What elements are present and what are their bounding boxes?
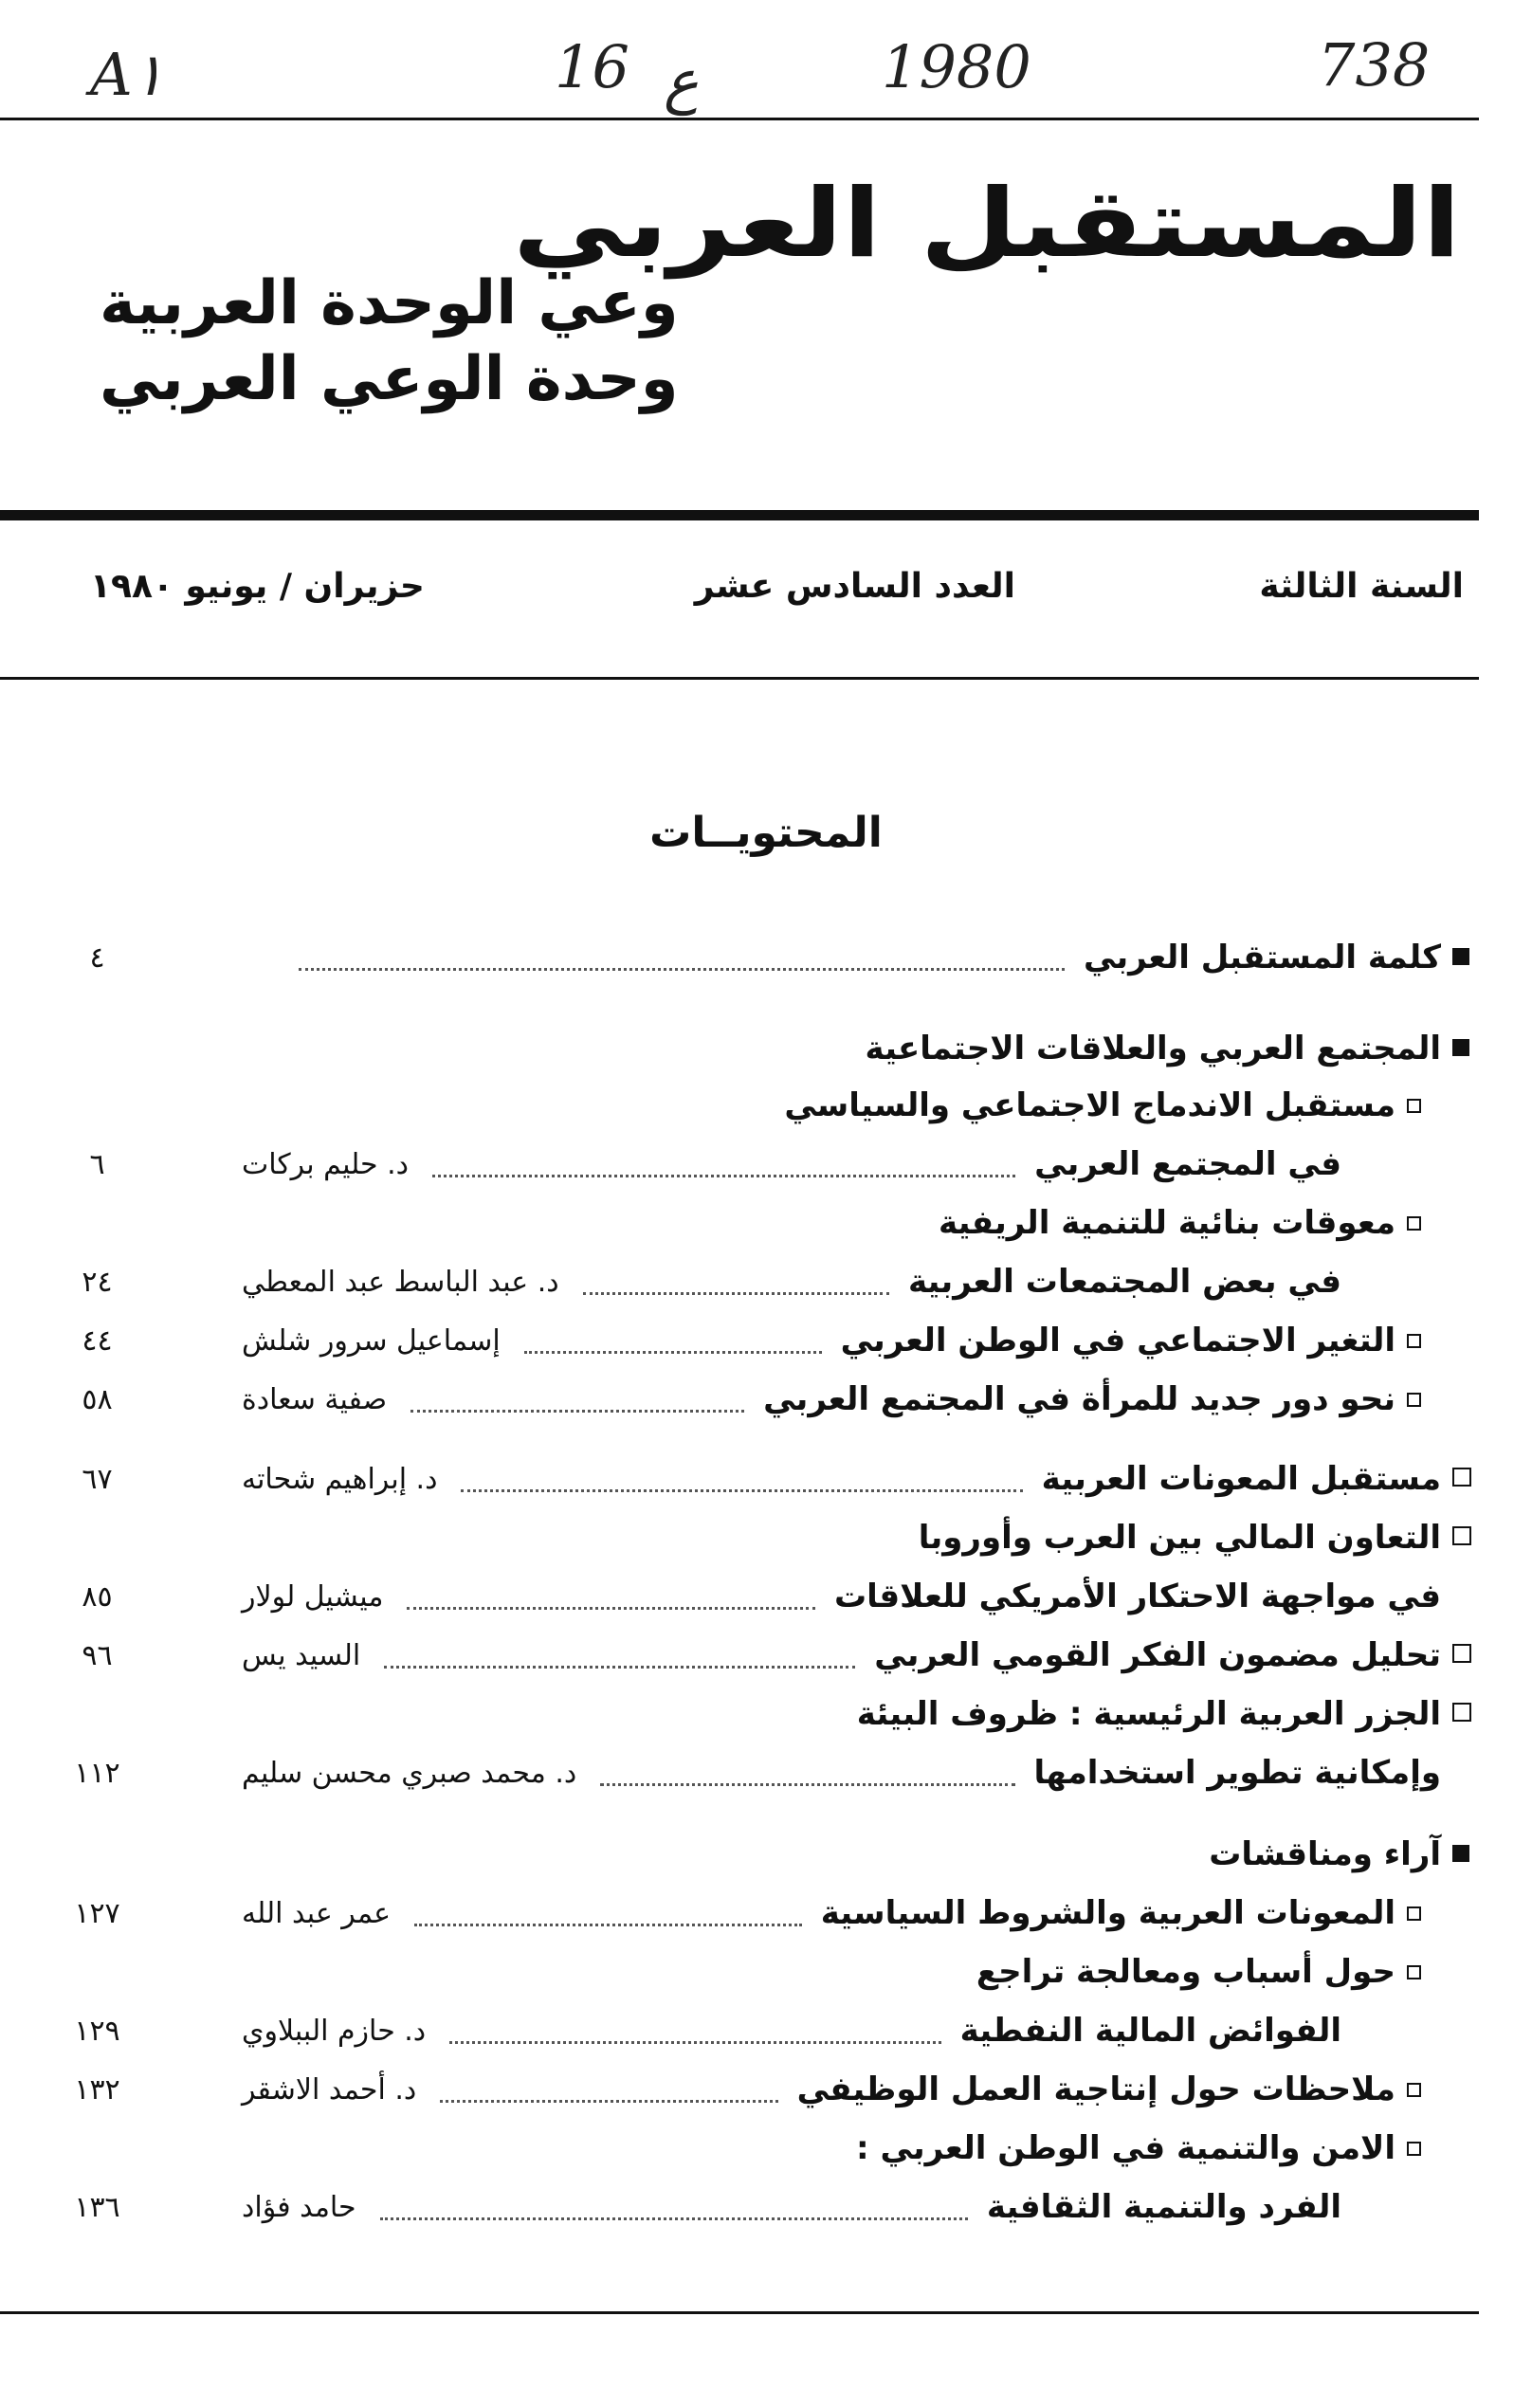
square-outline-icon bbox=[1452, 1703, 1471, 1722]
toc-entry bbox=[52, 1314, 1441, 1367]
dotted-leader bbox=[384, 1666, 855, 1669]
toc-entry-title: في بعض المجتمعات العربية bbox=[907, 1263, 1341, 1301]
toc-entry-author: صفية سعادة bbox=[242, 1383, 388, 1416]
dotted-leader bbox=[440, 2100, 777, 2103]
toc-entry-title: المجتمع العربي والعلاقات الاجتماعية bbox=[865, 1030, 1441, 1067]
square-outline-icon bbox=[1452, 1644, 1471, 1663]
toc-entry-page: ١٣٢ bbox=[74, 2073, 120, 2107]
dotted-leader bbox=[449, 2041, 941, 2044]
dotted-leader bbox=[524, 1351, 822, 1354]
toc-entry-page: ٦ bbox=[89, 1148, 105, 1181]
toc-entry-page: ١٢٧ bbox=[74, 1897, 120, 1930]
toc-entry-title: الفرد والتنمية الثقافية bbox=[986, 2188, 1341, 2226]
toc-entry bbox=[52, 1373, 1441, 1426]
toc-entry bbox=[52, 1196, 1441, 1250]
subtitle-line-1: وعي الوحدة العربية bbox=[100, 268, 679, 338]
handwritten-code: A١ bbox=[90, 40, 165, 109]
issue-date: حزيران / يونيو ١٩٨٠ bbox=[90, 567, 425, 606]
dotted-leader bbox=[380, 2217, 968, 2220]
square-filled-icon bbox=[1452, 1039, 1469, 1056]
square-outline-icon bbox=[1407, 1334, 1421, 1348]
toc-entry-title: حول أسباب ومعالجة تراجع bbox=[976, 1953, 1395, 1991]
toc-entry bbox=[52, 931, 1441, 984]
issue-rule bbox=[0, 677, 1479, 680]
toc-entry-page: ٦٧ bbox=[82, 1463, 113, 1496]
toc-entry bbox=[52, 1629, 1441, 1682]
toc-entry-author: د. حازم الببلاوي bbox=[242, 2015, 427, 2048]
toc-entry bbox=[52, 1828, 1441, 1881]
toc-entry-page: ٤ bbox=[89, 941, 105, 975]
toc-entry bbox=[52, 2063, 1441, 2116]
toc-entry-title: الفوائض المالية النفطية bbox=[959, 2012, 1341, 2050]
handwritten-ref: 738 bbox=[1318, 30, 1431, 100]
handwritten-year: 1980 bbox=[882, 32, 1031, 101]
issue-number: العدد السادس عشر bbox=[694, 567, 1015, 606]
toc-entry bbox=[52, 1452, 1441, 1505]
toc-entry-title: في المجتمع العربي bbox=[1034, 1145, 1341, 1183]
square-filled-icon bbox=[1452, 948, 1469, 965]
toc-entry bbox=[52, 1746, 1441, 1799]
toc-entry-title: المعونات العربية والشروط السياسية bbox=[820, 1894, 1395, 1932]
square-outline-icon bbox=[1452, 1526, 1471, 1545]
dotted-leader bbox=[410, 1410, 744, 1413]
toc-entry-title: الامن والتنمية في الوطن العربي : bbox=[856, 2129, 1395, 2167]
square-outline-icon bbox=[1407, 1906, 1421, 1921]
toc-entry bbox=[52, 2122, 1441, 2175]
handwritten-letter: ع bbox=[664, 46, 699, 116]
toc-entry bbox=[52, 1687, 1441, 1741]
toc-entry-title: آراء ومناقشات bbox=[1209, 1835, 1441, 1873]
toc-entry-title: تحليل مضمون الفكر القومي العربي bbox=[874, 1636, 1441, 1674]
toc-entry bbox=[52, 1887, 1441, 1940]
dotted-leader bbox=[299, 968, 1065, 971]
toc-entry-author: د. محمد صبري محسن سليم bbox=[242, 1757, 577, 1790]
dotted-leader bbox=[461, 1489, 1022, 1492]
contents-heading: المحتويــات bbox=[649, 809, 883, 857]
toc-entry-title: نحو دور جديد للمرأة في المجتمع العربي bbox=[763, 1380, 1395, 1418]
toc-entry-author: د. أحمد الاشقر bbox=[242, 2073, 417, 2107]
toc-entry-title: التعاون المالي بين العرب وأوروبا bbox=[918, 1519, 1441, 1557]
handwritten-number: 16 bbox=[555, 32, 629, 101]
toc-entry bbox=[52, 1570, 1441, 1623]
toc-entry-page: ١١٢ bbox=[74, 1757, 120, 1790]
toc-entry bbox=[52, 1945, 1441, 1998]
toc-entry bbox=[52, 1079, 1441, 1132]
top-rule bbox=[0, 118, 1479, 120]
square-filled-icon bbox=[1452, 1845, 1469, 1862]
dotted-leader bbox=[432, 1175, 1015, 1177]
subtitle-line-2: وحدة الوعي العربي bbox=[100, 344, 679, 414]
dotted-leader bbox=[414, 1924, 802, 1926]
toc-entry-page: ٥٨ bbox=[82, 1383, 113, 1416]
thick-rule bbox=[0, 510, 1479, 520]
toc-entry-title: كلمة المستقبل العربي bbox=[1083, 939, 1441, 976]
toc-entry-author: عمر عبد الله bbox=[242, 1897, 392, 1930]
toc-entry-title: في مواجهة الاحتكار الأمريكي للعلاقات bbox=[833, 1578, 1441, 1615]
toc-entry bbox=[52, 2004, 1441, 2057]
toc-entry-author: إسماعيل سرور شلش bbox=[242, 1324, 501, 1358]
square-outline-icon bbox=[1407, 1965, 1421, 1979]
toc-entry-page: ٢٤ bbox=[82, 1266, 113, 1299]
masthead-subtitle bbox=[100, 265, 679, 417]
toc-entry-author: د. حليم بركات bbox=[242, 1148, 410, 1181]
square-outline-icon bbox=[1407, 2142, 1421, 2156]
toc-entry-title: معوقات بنائية للتنمية الريفية bbox=[939, 1204, 1395, 1242]
square-outline-icon bbox=[1407, 1393, 1421, 1407]
square-outline-icon bbox=[1452, 1468, 1471, 1487]
toc-entry bbox=[52, 2180, 1441, 2234]
journal-logo: المستقبل العربي bbox=[512, 167, 1461, 279]
toc-entry bbox=[52, 1138, 1441, 1191]
toc-entry-page: ٩٦ bbox=[82, 1639, 113, 1672]
square-outline-icon bbox=[1407, 1216, 1421, 1231]
toc-entry-author: ميشيل لولار bbox=[242, 1580, 384, 1614]
dotted-leader bbox=[583, 1292, 889, 1295]
toc-entry-author: د. إبراهيم شحاته bbox=[242, 1463, 438, 1496]
toc-entry bbox=[52, 1511, 1441, 1564]
dotted-leader bbox=[407, 1607, 815, 1610]
toc-entry-page: ٤٤ bbox=[82, 1324, 113, 1358]
toc-entry-title: وإمكانية تطوير استخدامها bbox=[1033, 1754, 1441, 1792]
toc-entry-title: التغير الاجتماعي في الوطن العربي bbox=[840, 1322, 1395, 1359]
toc-entry bbox=[52, 1022, 1441, 1075]
toc-entry bbox=[52, 1255, 1441, 1308]
toc-entry-page: ٨٥ bbox=[82, 1580, 113, 1614]
toc-entry-title: الجزر العربية الرئيسية : ظروف البيئة bbox=[856, 1695, 1441, 1733]
toc-entry-author: حامد فؤاد bbox=[242, 2191, 356, 2224]
toc-entry-title: ملاحظات حول إنتاجية العمل الوظيفي bbox=[796, 2071, 1395, 2108]
toc-entry-page: ١٢٩ bbox=[74, 2015, 120, 2048]
square-outline-icon bbox=[1407, 1099, 1421, 1113]
issue-year: السنة الثالثة bbox=[1259, 567, 1464, 606]
bottom-rule bbox=[0, 2311, 1479, 2314]
dotted-leader bbox=[600, 1783, 1014, 1786]
toc-entry-title: مستقبل المعونات العربية bbox=[1041, 1460, 1441, 1498]
toc-entry-author: د. عبد الباسط عبد المعطي bbox=[242, 1266, 559, 1299]
toc-entry-author: السيد يس bbox=[242, 1639, 361, 1672]
toc-entry-title: مستقبل الاندماج الاجتماعي والسياسي bbox=[784, 1086, 1395, 1124]
toc-entry-page: ١٣٦ bbox=[74, 2191, 120, 2224]
square-outline-icon bbox=[1407, 2083, 1421, 2097]
